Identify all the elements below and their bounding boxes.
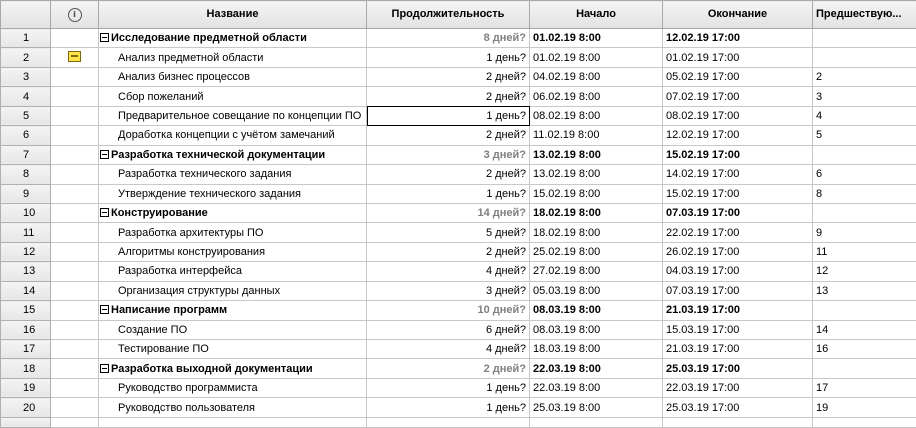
duration-cell[interactable]: 2 дней?	[367, 87, 530, 106]
start-cell[interactable]: 25.02.19 8:00	[530, 242, 663, 261]
finish-cell[interactable]: 12.02.19 17:00	[663, 29, 813, 48]
duration-cell[interactable]: 3 дней?	[367, 145, 530, 164]
empty-cell[interactable]	[51, 417, 99, 427]
row-indicator[interactable]	[51, 87, 99, 106]
row-indicator[interactable]	[51, 301, 99, 320]
row-indicator[interactable]	[51, 106, 99, 125]
row-number[interactable]: 11	[1, 223, 51, 242]
row-indicator[interactable]	[51, 29, 99, 48]
task-name-cell[interactable]	[99, 184, 367, 203]
table-row[interactable]	[1, 242, 916, 261]
table-row[interactable]	[1, 340, 916, 359]
task-name: Анализ предметной области	[118, 51, 264, 64]
table-row[interactable]	[1, 165, 916, 184]
table-row[interactable]	[1, 184, 916, 203]
start-cell[interactable]: 11.02.19 8:00	[530, 126, 663, 145]
task-name-cell[interactable]	[99, 126, 367, 145]
table-row[interactable]	[1, 378, 916, 397]
duration-cell[interactable]: 1 день?	[367, 48, 530, 67]
finish-cell[interactable]: 15.02.19 17:00	[663, 145, 813, 164]
row-number[interactable]: 3	[1, 67, 51, 86]
task-name: Руководство пользователя	[118, 401, 255, 414]
task-name: Разработка интерфейса	[118, 265, 242, 278]
predecessors-cell[interactable]	[813, 29, 916, 48]
row-number[interactable]: 4	[1, 87, 51, 106]
finish-cell[interactable]: 21.03.19 17:00	[663, 301, 813, 320]
row-indicator[interactable]	[51, 378, 99, 397]
predecessors-cell[interactable]: 9	[813, 223, 916, 242]
indicators-column-header[interactable]	[51, 1, 99, 29]
task-name: Разработка технического задания	[118, 168, 292, 181]
predecessors-cell[interactable]: 13	[813, 281, 916, 300]
task-rows	[1, 29, 916, 428]
task-name: Предварительное совещание по концепции ПО	[118, 109, 362, 122]
row-indicator[interactable]	[51, 48, 99, 67]
row-indicator[interactable]	[51, 165, 99, 184]
row-indicator[interactable]	[51, 320, 99, 339]
row-indicator[interactable]	[51, 398, 99, 417]
row-number[interactable]: 13	[1, 262, 51, 281]
header-row	[1, 1, 916, 29]
start-cell[interactable]: 05.03.19 8:00	[530, 281, 663, 300]
task-name-cell[interactable]	[99, 67, 367, 86]
row-indicator[interactable]	[51, 242, 99, 261]
start-cell[interactable]: 25.03.19 8:00	[530, 398, 663, 417]
start-cell[interactable]: 18.02.19 8:00	[530, 203, 663, 222]
task-name: Исследование предметной области	[111, 32, 307, 45]
predecessors-cell[interactable]: 12	[813, 262, 916, 281]
task-name-cell[interactable]	[99, 359, 367, 378]
row-indicator[interactable]	[51, 223, 99, 242]
task-name-cell[interactable]	[99, 340, 367, 359]
finish-cell[interactable]: 22.03.19 17:00	[663, 378, 813, 397]
table-row[interactable]	[1, 262, 916, 281]
task-name: Алгоритмы конструирования	[118, 246, 266, 259]
row-indicator[interactable]	[51, 126, 99, 145]
start-cell[interactable]: 18.03.19 8:00	[530, 340, 663, 359]
predecessors-cell[interactable]	[813, 145, 916, 164]
table-row[interactable]	[1, 126, 916, 145]
duration-cell[interactable]: 10 дней?	[367, 301, 530, 320]
info-icon: i	[68, 8, 82, 22]
finish-cell[interactable]: 15.03.19 17:00	[663, 320, 813, 339]
duration-cell[interactable]: 2 дней?	[367, 165, 530, 184]
row-number[interactable]: 20	[1, 398, 51, 417]
task-name-cell[interactable]	[99, 29, 367, 48]
row-indicator[interactable]	[51, 359, 99, 378]
empty-cell[interactable]	[663, 417, 813, 427]
start-cell[interactable]: 18.02.19 8:00	[530, 223, 663, 242]
start-cell[interactable]: 13.02.19 8:00	[530, 165, 663, 184]
collapse-icon[interactable]	[100, 364, 109, 373]
duration-cell[interactable]: 2 дней?	[367, 359, 530, 378]
empty-cell[interactable]	[1, 417, 51, 427]
start-cell[interactable]: 15.02.19 8:00	[530, 184, 663, 203]
predecessors-cell[interactable]: 8	[813, 184, 916, 203]
task-name-cell[interactable]	[99, 203, 367, 222]
task-name: Написание программ	[111, 304, 228, 317]
row-number[interactable]: 5	[1, 106, 51, 125]
finish-cell[interactable]: 04.03.19 17:00	[663, 262, 813, 281]
row-number[interactable]: 10	[1, 203, 51, 222]
finish-cell[interactable]: 01.02.19 17:00	[663, 48, 813, 67]
row-number[interactable]: 8	[1, 165, 51, 184]
finish-cell[interactable]: 25.03.19 17:00	[663, 398, 813, 417]
start-cell[interactable]: 13.02.19 8:00	[530, 145, 663, 164]
duration-cell[interactable]: 1 день?	[367, 398, 530, 417]
row-number[interactable]: 9	[1, 184, 51, 203]
duration-cell[interactable]: 5 дней?	[367, 223, 530, 242]
row-number[interactable]: 2	[1, 48, 51, 67]
row-indicator[interactable]	[51, 67, 99, 86]
collapse-icon[interactable]	[100, 208, 109, 217]
row-indicator[interactable]	[51, 281, 99, 300]
predecessors-cell[interactable]: 5	[813, 126, 916, 145]
predecessors-cell[interactable]: 4	[813, 106, 916, 125]
table-row[interactable]	[1, 359, 916, 378]
table-row[interactable]	[1, 281, 916, 300]
duration-cell[interactable]: 4 дней?	[367, 340, 530, 359]
row-number[interactable]: 18	[1, 359, 51, 378]
finish-cell[interactable]: 15.02.19 17:00	[663, 184, 813, 203]
finish-cell[interactable]: 12.02.19 17:00	[663, 126, 813, 145]
task-name-cell[interactable]	[99, 301, 367, 320]
task-name: Доработка концепции с учётом замечаний	[118, 129, 335, 142]
task-name: Сбор пожеланий	[118, 90, 204, 103]
start-cell[interactable]: 08.02.19 8:00	[530, 106, 663, 125]
duration-cell[interactable]: 4 дней?	[367, 262, 530, 281]
finish-cell[interactable]: 07.02.19 17:00	[663, 87, 813, 106]
table-row[interactable]	[1, 398, 916, 417]
task-name: Разработка выходной документации	[111, 362, 313, 375]
row-number[interactable]: 1	[1, 29, 51, 48]
row-indicator[interactable]	[51, 145, 99, 164]
start-cell[interactable]: 01.02.19 8:00	[530, 48, 663, 67]
finish-column-header[interactable]: Окончание	[663, 1, 813, 29]
task-name: Создание ПО	[118, 323, 188, 336]
collapse-icon[interactable]	[100, 305, 109, 314]
row-indicator[interactable]	[51, 262, 99, 281]
task-name-cell[interactable]	[99, 145, 367, 164]
task-name: Анализ бизнес процессов	[118, 71, 250, 84]
table-row[interactable]	[1, 203, 916, 222]
predecessors-cell[interactable]	[813, 359, 916, 378]
empty-cell[interactable]	[530, 417, 663, 427]
start-cell[interactable]: 08.03.19 8:00	[530, 320, 663, 339]
task-name-cell[interactable]	[99, 378, 367, 397]
row-number[interactable]: 19	[1, 378, 51, 397]
finish-cell[interactable]: 05.02.19 17:00	[663, 67, 813, 86]
predecessors-cell[interactable]: 2	[813, 67, 916, 86]
start-cell[interactable]: 22.03.19 8:00	[530, 378, 663, 397]
row-number[interactable]: 15	[1, 301, 51, 320]
task-name: Разработка архитектуры ПО	[118, 226, 264, 239]
duration-cell[interactable]: 1 день?	[367, 378, 530, 397]
predecessors-cell[interactable]	[813, 203, 916, 222]
task-name: Утверждение технического задания	[118, 187, 301, 200]
task-name-cell[interactable]	[99, 281, 367, 300]
table-row[interactable]	[1, 48, 916, 67]
duration-cell[interactable]: 8 дней?	[367, 29, 530, 48]
start-column-header[interactable]: Начало	[530, 1, 663, 29]
start-cell[interactable]: 04.02.19 8:00	[530, 67, 663, 86]
predecessors-column-header[interactable]: Предшествую...	[813, 1, 916, 29]
predecessors-cell[interactable]: 11	[813, 242, 916, 261]
duration-cell[interactable]: 1 день?	[367, 184, 530, 203]
start-cell[interactable]: 06.02.19 8:00	[530, 87, 663, 106]
note-icon[interactable]	[68, 51, 81, 62]
duration-column-header[interactable]: Продолжительность	[367, 1, 530, 29]
predecessors-cell[interactable]	[813, 301, 916, 320]
row-number[interactable]: 6	[1, 126, 51, 145]
task-name-cell[interactable]	[99, 106, 367, 125]
row-indicator[interactable]	[51, 340, 99, 359]
finish-cell[interactable]: 25.03.19 17:00	[663, 359, 813, 378]
task-name-cell[interactable]	[99, 320, 367, 339]
duration-cell[interactable]: 2 дней?	[367, 67, 530, 86]
empty-cell[interactable]	[813, 417, 916, 427]
table-row[interactable]	[1, 87, 916, 106]
predecessors-cell[interactable]: 3	[813, 87, 916, 106]
row-number[interactable]: 14	[1, 281, 51, 300]
duration-cell[interactable]: 14 дней?	[367, 203, 530, 222]
predecessors-cell[interactable]: 19	[813, 398, 916, 417]
task-name: Разработка технической документации	[111, 148, 326, 161]
empty-row[interactable]	[1, 417, 916, 427]
table-row[interactable]	[1, 223, 916, 242]
predecessors-cell[interactable]: 17	[813, 378, 916, 397]
duration-cell[interactable]: 2 дней?	[367, 126, 530, 145]
predecessors-cell[interactable]: 6	[813, 165, 916, 184]
finish-cell[interactable]: 07.03.19 17:00	[663, 203, 813, 222]
task-name-cell[interactable]	[99, 242, 367, 261]
duration-cell[interactable]: 1 день?	[367, 106, 530, 125]
start-cell[interactable]: 01.02.19 8:00	[530, 29, 663, 48]
task-name: Тестирование ПО	[118, 343, 209, 356]
table-row[interactable]	[1, 29, 916, 48]
collapse-icon[interactable]	[100, 150, 109, 159]
predecessors-cell[interactable]: 16	[813, 340, 916, 359]
finish-cell[interactable]: 14.02.19 17:00	[663, 165, 813, 184]
duration-cell[interactable]: 6 дней?	[367, 320, 530, 339]
table-row[interactable]	[1, 320, 916, 339]
task-name-cell[interactable]	[99, 87, 367, 106]
finish-cell[interactable]: 21.03.19 17:00	[663, 340, 813, 359]
start-cell[interactable]: 08.03.19 8:00	[530, 301, 663, 320]
row-indicator[interactable]	[51, 184, 99, 203]
select-all-corner[interactable]	[1, 1, 51, 29]
finish-cell[interactable]: 26.02.19 17:00	[663, 242, 813, 261]
row-indicator[interactable]	[51, 203, 99, 222]
collapse-icon[interactable]	[100, 33, 109, 42]
task-name: Конструирование	[111, 207, 208, 220]
task-name-cell[interactable]	[99, 48, 367, 67]
row-number[interactable]: 12	[1, 242, 51, 261]
task-name-cell[interactable]	[99, 398, 367, 417]
finish-cell[interactable]: 08.02.19 17:00	[663, 106, 813, 125]
duration-cell[interactable]: 2 дней?	[367, 242, 530, 261]
task-name: Руководство программиста	[118, 382, 258, 395]
start-cell[interactable]: 22.03.19 8:00	[530, 359, 663, 378]
empty-cell[interactable]	[99, 417, 367, 427]
row-number[interactable]: 7	[1, 145, 51, 164]
predecessors-cell[interactable]	[813, 48, 916, 67]
name-column-header[interactable]: Название	[99, 1, 367, 29]
row-number[interactable]: 16	[1, 320, 51, 339]
duration-cell[interactable]: 3 дней?	[367, 281, 530, 300]
task-name-cell[interactable]	[99, 223, 367, 242]
table-row[interactable]	[1, 106, 916, 125]
table-row[interactable]	[1, 145, 916, 164]
row-number[interactable]: 17	[1, 340, 51, 359]
task-name: Организация структуры данных	[118, 284, 281, 297]
table-row[interactable]	[1, 301, 916, 320]
predecessors-cell[interactable]: 14	[813, 320, 916, 339]
start-cell[interactable]: 27.02.19 8:00	[530, 262, 663, 281]
finish-cell[interactable]: 22.02.19 17:00	[663, 223, 813, 242]
task-name-cell[interactable]	[99, 262, 367, 281]
task-name-cell[interactable]	[99, 165, 367, 184]
empty-cell[interactable]	[367, 417, 530, 427]
table-row[interactable]	[1, 67, 916, 86]
finish-cell[interactable]: 07.03.19 17:00	[663, 281, 813, 300]
